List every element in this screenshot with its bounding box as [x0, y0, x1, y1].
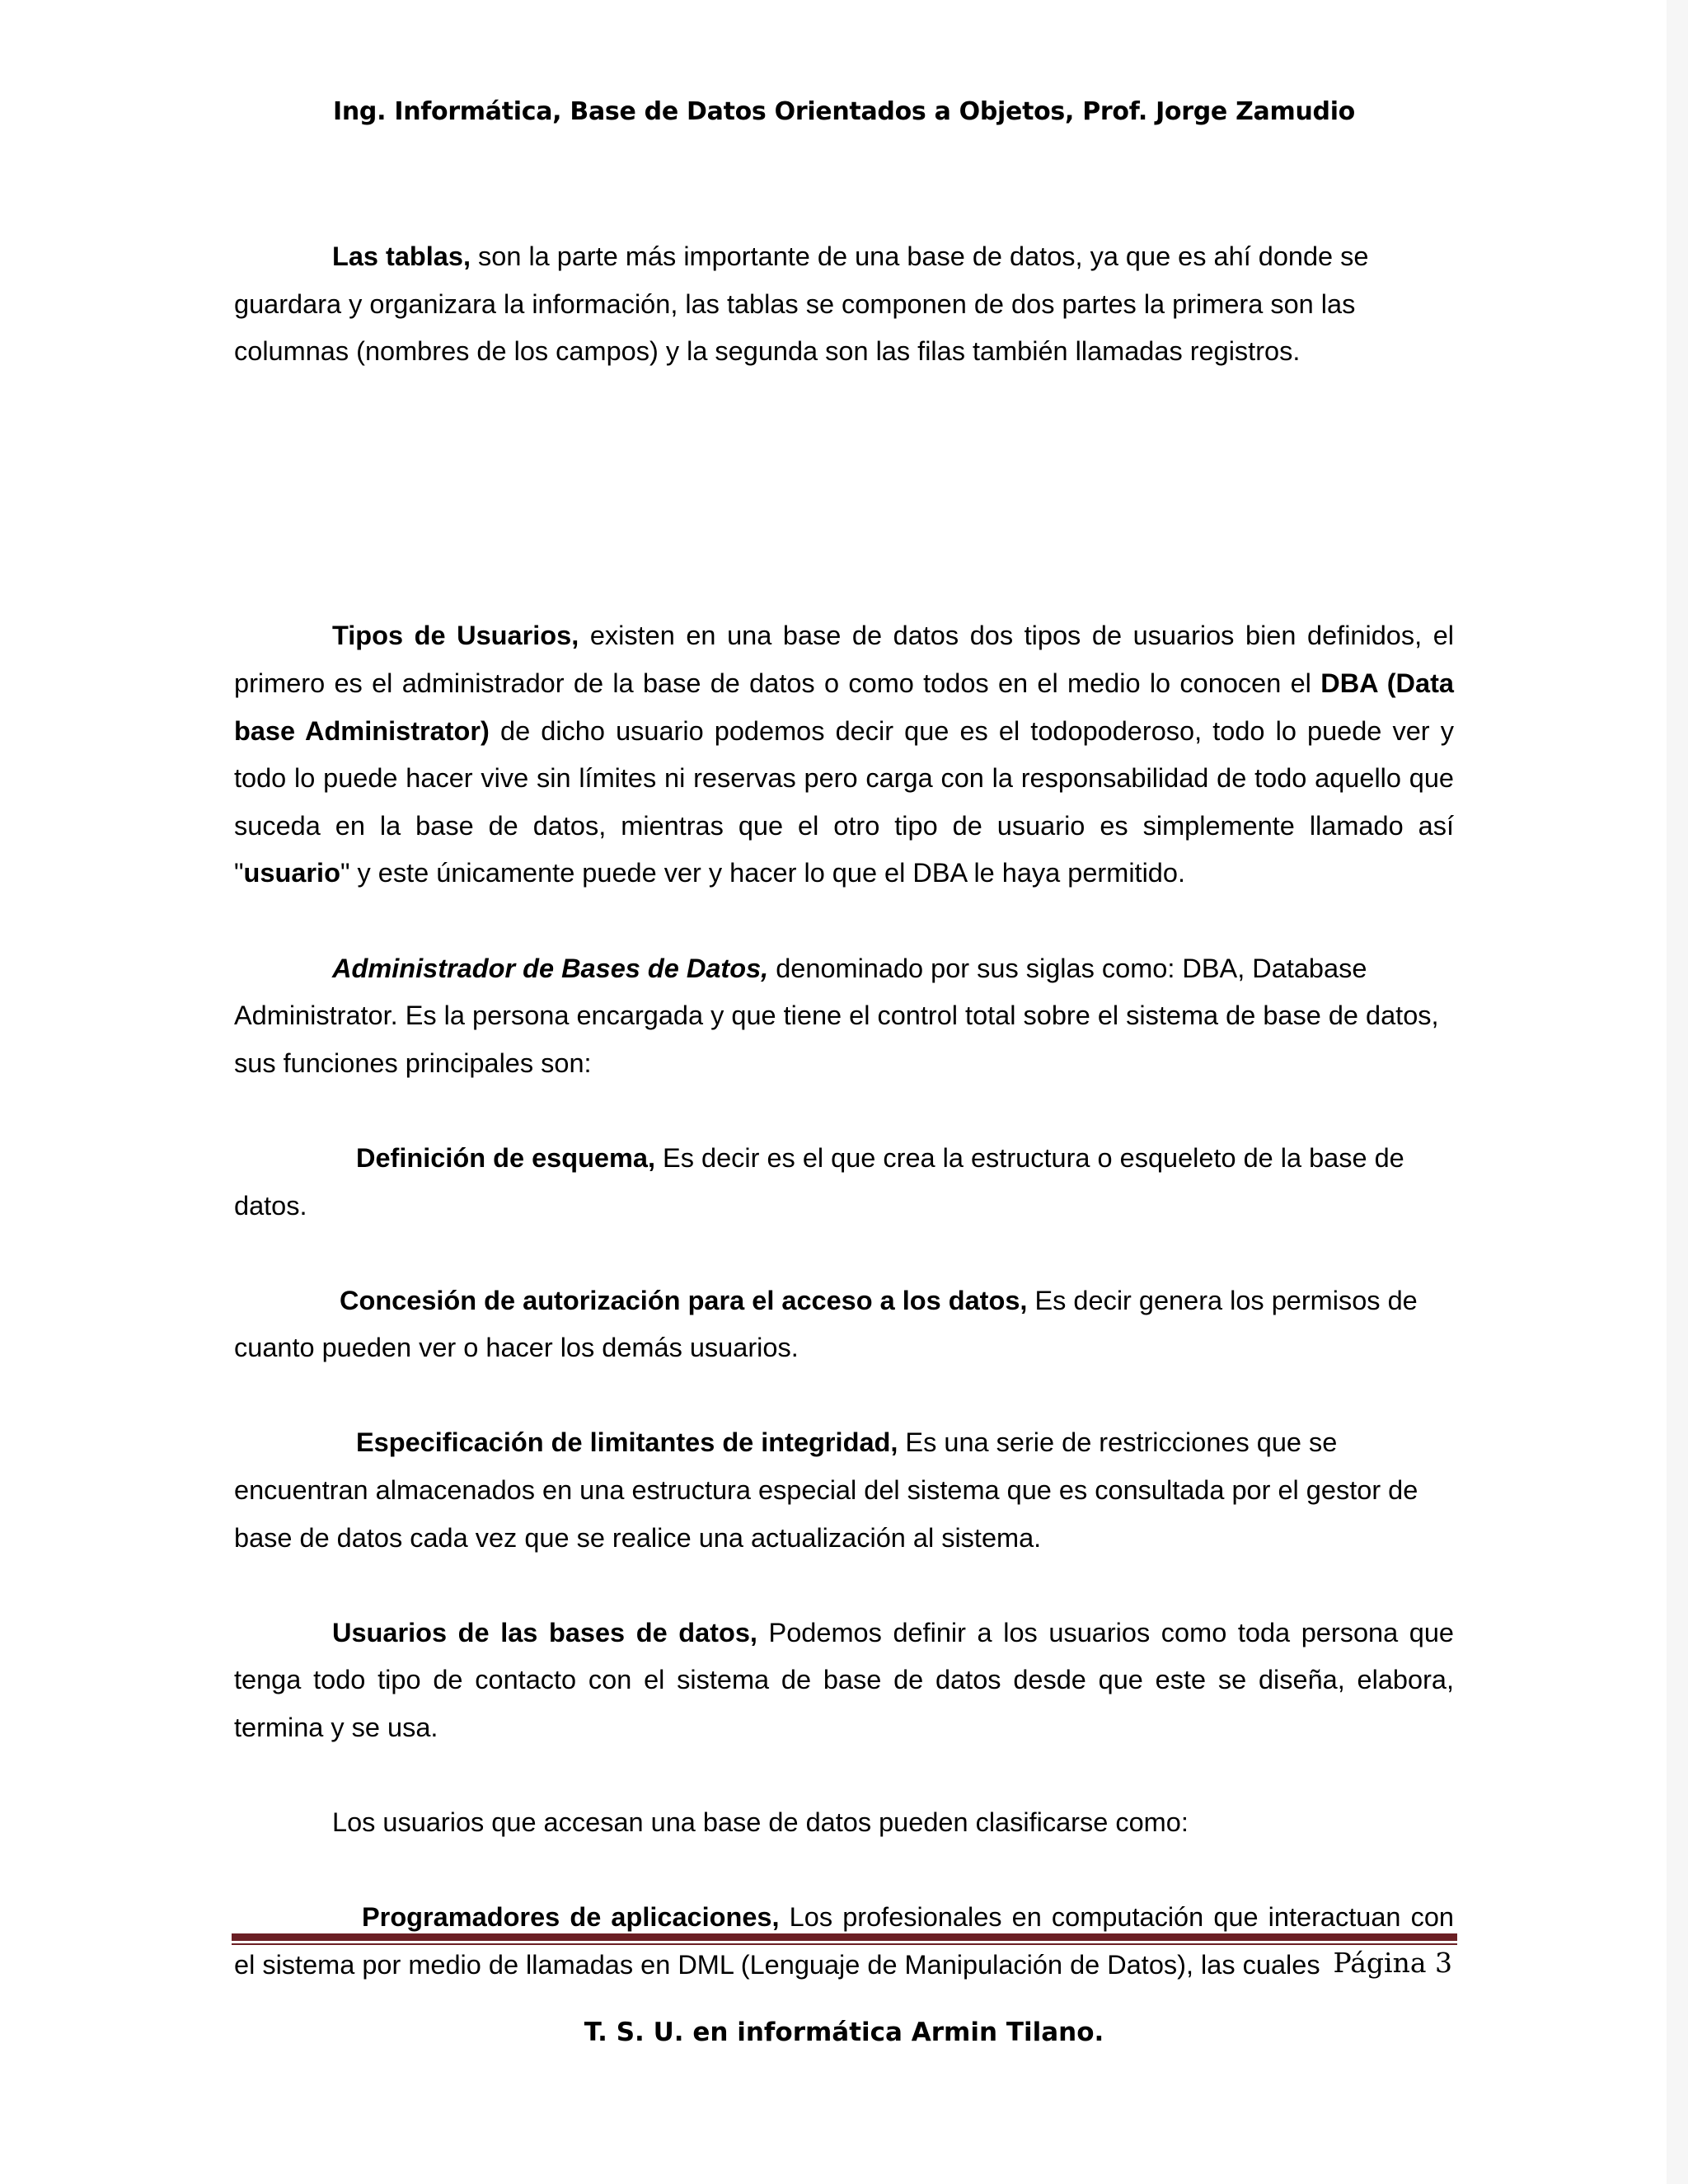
term-administrador: Administrador de Bases de Datos,: [332, 953, 769, 983]
footer-author: T. S. U. en informática Armin Tilano.: [584, 2018, 1104, 2047]
paragraph-clasificacion: Los usuarios que accesan una base de datos pueden clasificarse como:: [332, 1807, 1189, 1838]
text-tablas: son la parte más importante de una base de datos, ya que es ahí donde se guardara y organizara la información, las tablas se componen de dos partes la primera son las columnas (nombres de los campos) y la segunda son las filas también llamadas registros.: [234, 241, 1369, 367]
term-definicion: Definición de esquema,: [356, 1142, 656, 1173]
term-concesion: Concesión de autorización para el acceso a los datos,: [340, 1285, 1028, 1315]
page-number: Página 3: [1333, 1947, 1452, 1979]
paragraph-especificacion: [234, 1419, 1454, 1562]
term-especificacion: Especificación de limitantes de integridad,: [356, 1427, 898, 1458]
term-dba: DBA (Data base Administrator): [234, 668, 1454, 746]
paragraph-definicion: [234, 1135, 1454, 1230]
paragraph-administrador: [234, 945, 1454, 1088]
paragraph-concesion: [234, 1277, 1454, 1372]
text-programadores: Los profesionales en computación que interactuan con el sistema por medio de llamadas en DML (Lenguaje de Manipulación de Datos), las cuales: [234, 1902, 1455, 1980]
footer-rule-thin: [232, 1943, 1457, 1945]
text-especificacion: Es una serie de restricciones que se encuentran almacenados en una estructura especial del sistema que es consultada por el gestor de base de datos cada vez que se realice una actualización al sistema.: [234, 1427, 1418, 1553]
page-header: Ing. Informática, Base de Datos Orientados a Objetos, Prof. Jorge Zamudio: [333, 97, 1355, 126]
paragraph-tablas: [234, 233, 1454, 376]
term-programadores: Programadores de aplicaciones,: [362, 1902, 780, 1933]
text-concesion: Es decir genera los permisos de cuanto pueden ver o hacer los demás usuarios.: [234, 1285, 1418, 1363]
text-tipos-usuarios-1: existen en una base de datos dos tipos de usuarios bien definidos, el primero es el administrador de la base de datos o como todos en el medio lo conocen el: [234, 621, 1454, 698]
text-tipos-usuarios-2: de dicho usuario podemos decir que es el todopoderoso, todo lo puede ver y todo lo puede hacer vive sin límites ni reservas pero carga con la responsabilidad de todo aquello que suceda en la base de datos, mientras que el otro tipo de usuario es simplemente llamado así ": [234, 715, 1454, 888]
term-usuarios-bd: Usuarios de las bases de datos,: [332, 1617, 757, 1647]
term-tablas: Las tablas,: [332, 241, 471, 271]
spacer: [234, 423, 1454, 612]
text-usuarios-bd: Podemos definir a los usuarios como toda persona que tenga todo tipo de contacto con el sistema de base de datos desde que este se diseña, elabora, termina y se usa.: [234, 1617, 1454, 1743]
paragraph-tipos-usuarios: [234, 612, 1454, 898]
text-definicion: Es decir es el que crea la estructura o esqueleto de la base de datos.: [234, 1142, 1404, 1221]
text-administrador: denominado por sus siglas como: DBA, Database Administrator. Es la persona encargada y que tiene el control total sobre el sistema de base de datos, sus funciones principales son:: [234, 953, 1439, 1078]
paragraph-usuarios-bd: [234, 1610, 1454, 1752]
footer-rule: [232, 1933, 1457, 1941]
term-usuario: usuario: [243, 858, 340, 888]
page-edge: [1667, 0, 1688, 2184]
term-tipos-usuarios: Tipos de Usuarios,: [332, 621, 579, 651]
text-tipos-usuarios-3: " y este únicamente puede ver y hacer lo que el DBA le haya permitido.: [340, 858, 1185, 888]
document-body: [234, 233, 1454, 1990]
